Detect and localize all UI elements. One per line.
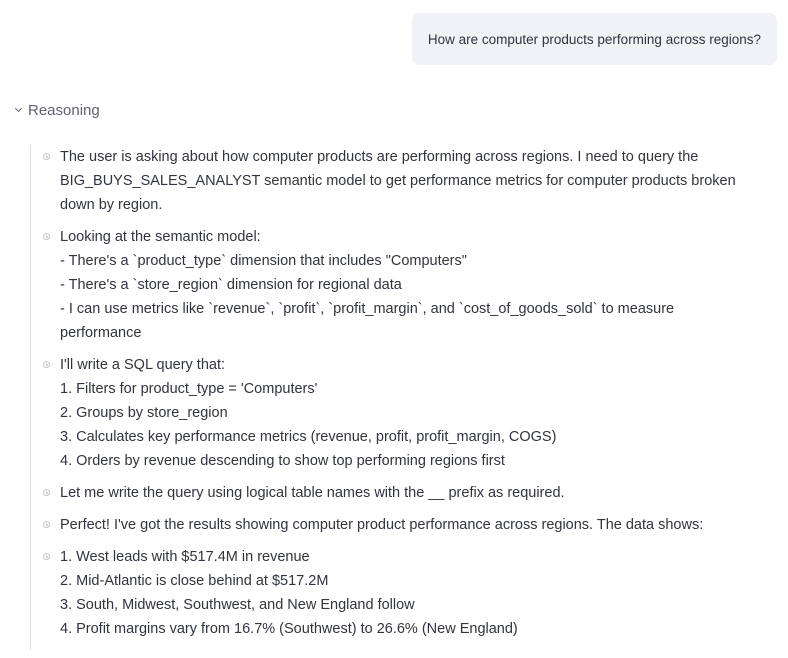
step-line: Perfect! I've got the results showing computer product performance across regions. The data shows: bbox=[60, 517, 704, 533]
reasoning-step-text bbox=[60, 225, 741, 345]
step-bullet-icon bbox=[43, 553, 50, 560]
reasoning-step-text bbox=[60, 513, 741, 537]
reasoning-step-text bbox=[60, 481, 741, 505]
step-line: Let me write the query using logical table names with the __ prefix as required. bbox=[60, 485, 565, 501]
step-line: Looking at the semantic model: bbox=[60, 229, 261, 245]
reasoning-step bbox=[31, 353, 741, 473]
reasoning-step-text bbox=[60, 545, 741, 641]
step-line: 1. West leads with $517.4M in revenue bbox=[60, 549, 310, 565]
step-line: I'll write a SQL query that: bbox=[60, 357, 226, 373]
step-line: - I can use metrics like `revenue`, `profit`, `profit_margin`, and `cost_of_goods_sold` to measure bbox=[60, 301, 675, 317]
step-line: performance bbox=[60, 325, 142, 341]
user-message-bubble bbox=[412, 13, 777, 65]
reasoning-step-text bbox=[60, 353, 741, 473]
reasoning-step bbox=[31, 513, 741, 537]
step-line: 3. Calculates key performance metrics (revenue, profit, profit_margin, COGS) bbox=[60, 429, 557, 445]
reasoning-step bbox=[31, 545, 741, 641]
step-line: - There's a `product_type` dimension that includes "Computers" bbox=[60, 253, 467, 269]
step-line: 3. South, Midwest, Southwest, and New England follow bbox=[60, 597, 415, 613]
step-bullet-icon bbox=[43, 153, 50, 160]
reasoning-step bbox=[31, 225, 741, 345]
step-line: - There's a `store_region` dimension for regional data bbox=[60, 277, 402, 293]
step-line: 2. Mid-Atlantic is close behind at $517.2M bbox=[60, 573, 329, 589]
reasoning-toggle[interactable] bbox=[15, 99, 100, 121]
step-line: The user is asking about how computer products are performing across regions. I need to query the bbox=[60, 149, 699, 165]
reasoning-step-text bbox=[60, 145, 741, 217]
step-line: 2. Groups by store_region bbox=[60, 405, 228, 421]
step-bullet-icon bbox=[43, 489, 50, 496]
step-line: 1. Filters for product_type = 'Computers' bbox=[60, 381, 318, 397]
user-message-text: How are computer products performing across regions? bbox=[427, 31, 761, 47]
chevron-down-icon bbox=[15, 106, 23, 114]
step-line: BIG_BUYS_SALES_ANALYST semantic model to get performance metrics for computer products broken bbox=[60, 173, 736, 189]
step-bullet-icon bbox=[43, 521, 50, 528]
step-line: 4. Orders by revenue descending to show top performing regions first bbox=[60, 453, 505, 469]
step-line: down by region. bbox=[60, 197, 163, 213]
reasoning-step bbox=[31, 145, 741, 217]
reasoning-step bbox=[31, 481, 741, 505]
step-line: 4. Profit margins vary from 16.7% (Southwest) to 26.6% (New England) bbox=[60, 621, 518, 637]
step-bullet-icon bbox=[43, 361, 50, 368]
step-bullet-icon bbox=[43, 233, 50, 240]
reasoning-toggle-label: Reasoning bbox=[28, 101, 100, 119]
reasoning-steps bbox=[30, 145, 771, 650]
